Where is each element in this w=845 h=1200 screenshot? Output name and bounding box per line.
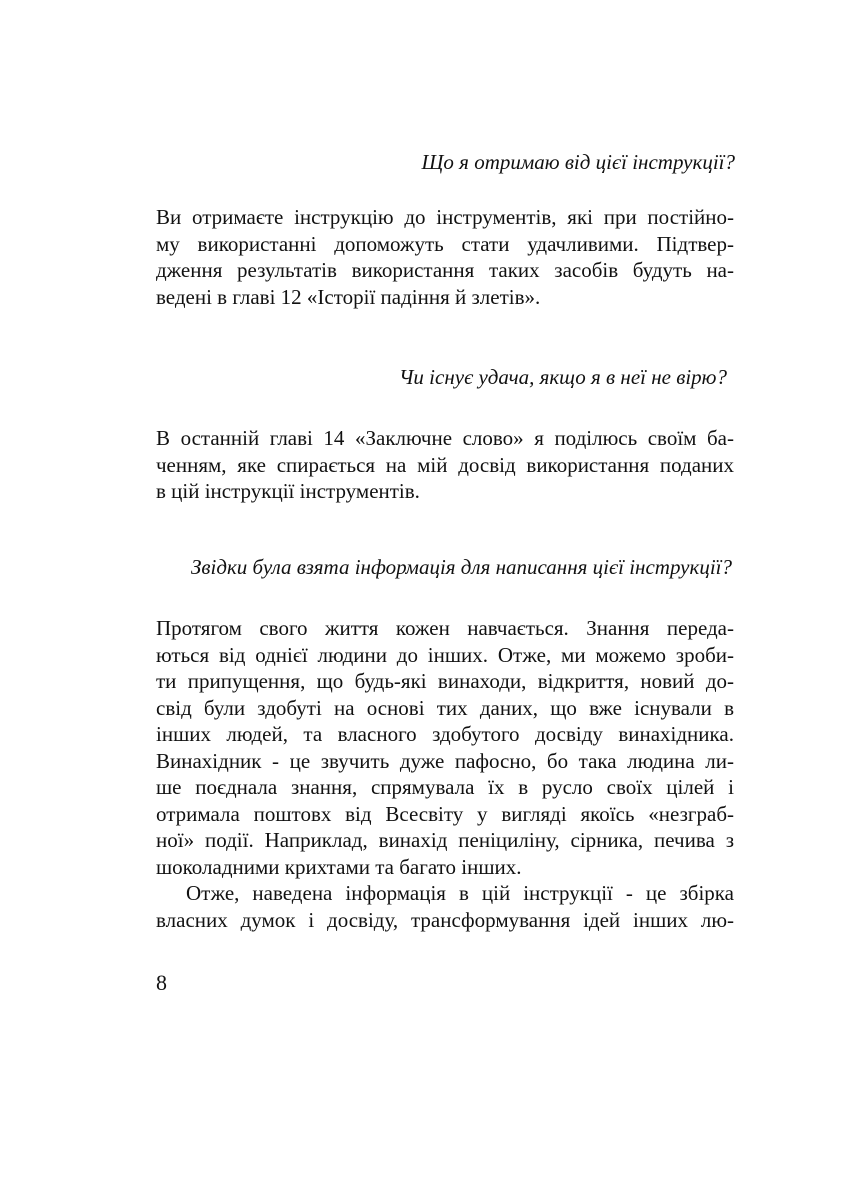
text-line: ти припущення, що будь-які винаходи, відкриття, новий до-: [156, 669, 734, 693]
paragraph-1: [156, 204, 734, 310]
text-line: власних думок і досвіду, трансформування ідей інших лю-: [156, 907, 734, 932]
text-line: Протягом свого життя кожен навчається. Знання переда-: [156, 616, 734, 640]
text-line: свід були здобуті на основі тих даних, що вже існували в: [156, 695, 734, 720]
text-line: отримала поштовх від Всесвіту у вигляді якоїсь «незграб-: [156, 801, 734, 826]
text-line: Отже, наведена інформація в цій інструкції - це збірка: [186, 881, 734, 905]
section-heading-3: Звідки була взята інформація для написання цієї інструкції?: [191, 555, 732, 579]
text-line: В останній главі 14 «Заключне слово» я поділюсь своїм ба-: [156, 426, 734, 450]
paragraph-3: [156, 615, 734, 933]
text-line: дження результатів використання таких засобів будуть на-: [156, 258, 734, 282]
text-line: ної» події. Наприклад, винахід пеніциліну, сірника, печива з: [156, 828, 734, 852]
text-line: шоколадними крихтами та багато інших.: [156, 854, 522, 879]
text-line: Винахідник - це звучить дуже пафосно, бо така людина ли-: [156, 748, 734, 773]
text-line: ченням, яке спирається на мій досвід використання поданих: [156, 452, 734, 477]
text-line: му використанні допоможуть стати удачливими. Підтвер-: [156, 231, 734, 256]
section-heading-1: Що я отримаю від цієї інструкції?: [421, 150, 735, 174]
text-line: ведені в главі 12 «Історії падіння й злетів».: [156, 284, 541, 309]
paragraph-2: [156, 425, 734, 505]
section-heading-2: Чи існує удача, якщо я в неї не вірю?: [398, 365, 727, 389]
text-line: ються від однієї людини до інших. Отже, ми можемо зроби-: [156, 642, 734, 667]
page-number: 8: [156, 970, 167, 995]
text-line: інших людей, та власного здобутого досвіду винахідника.: [156, 722, 734, 746]
text-line: ше поєднала знання, спрямувала їх в русло своїх цілей і: [156, 775, 734, 799]
text-line: Ви отримаєте інструкцію до інструментів, які при постійно-: [156, 205, 734, 229]
text-line: в цій інструкції інструментів.: [156, 479, 420, 503]
